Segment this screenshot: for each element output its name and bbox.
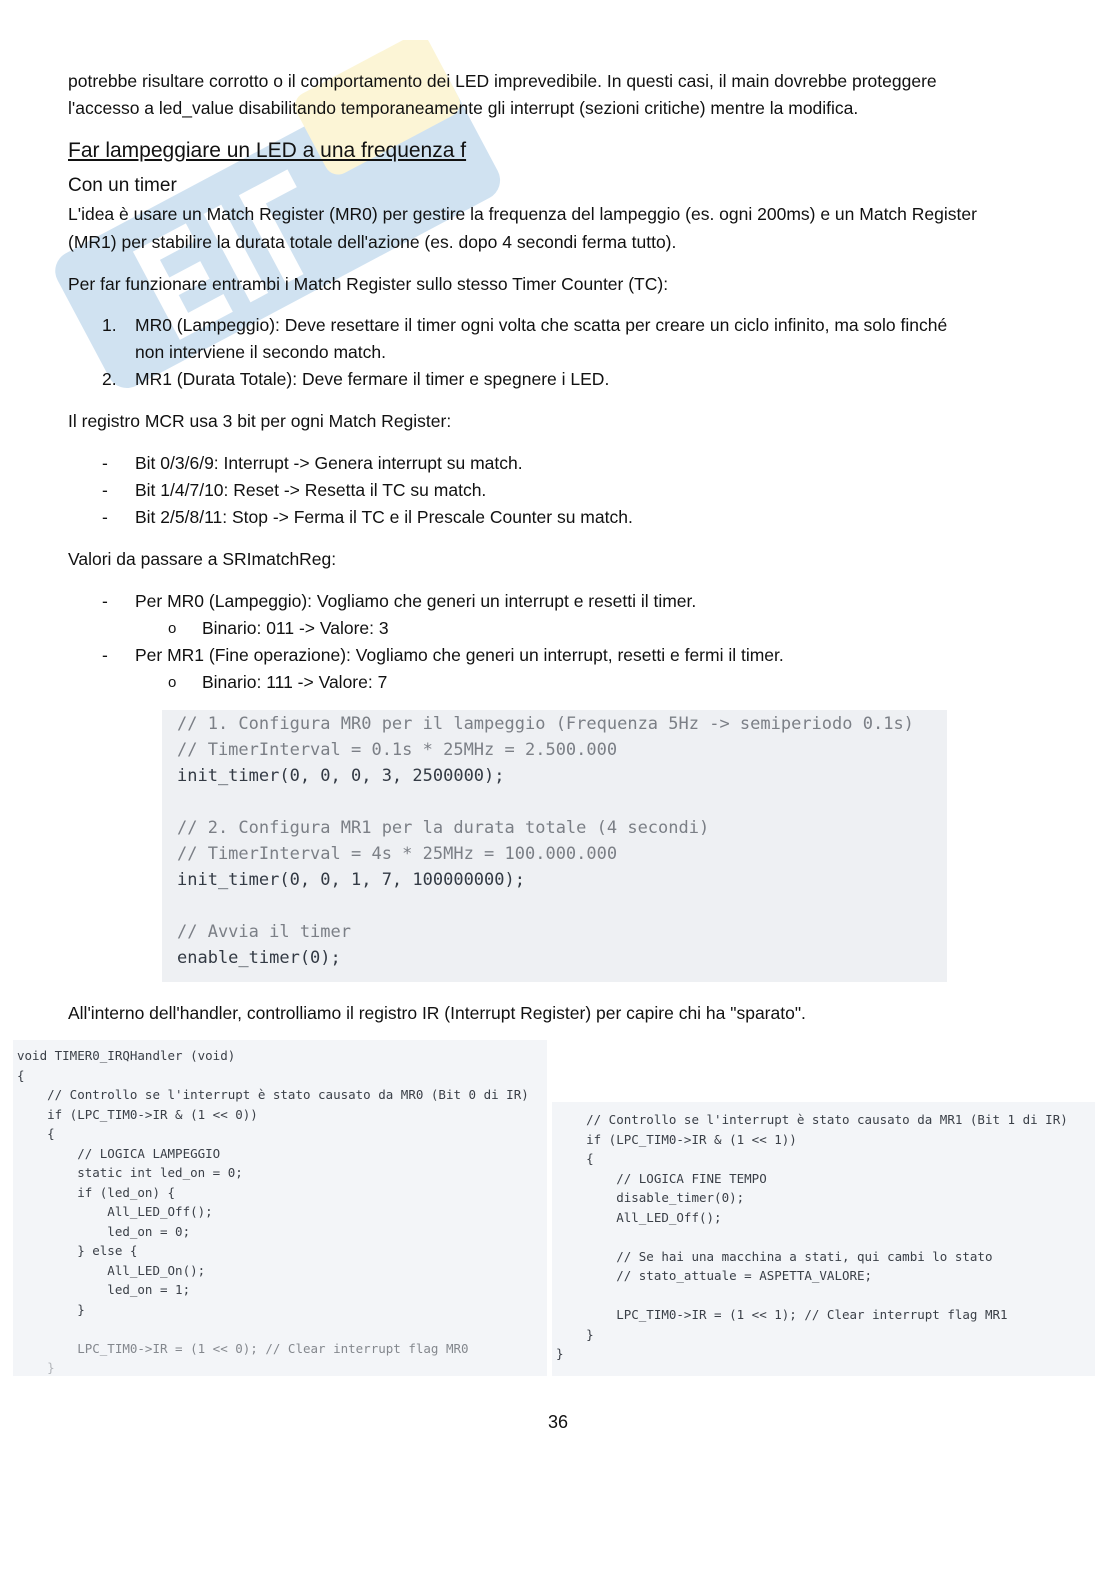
paragraph: Per far funzionare entrambi i Match Register sullo stesso Timer Counter (TC): <box>68 274 669 294</box>
paragraph-line: (MR1) per stabilire la durata totale dell'azione (es. dopo 4 secondi ferma tutto). <box>68 232 677 252</box>
sub-list-item: Binario: 011 -> Valore: 3 <box>202 618 389 638</box>
code-screenshot-left <box>13 1040 547 1376</box>
code-line: init_timer(0, 0, 1, 7, 100000000); <box>177 870 525 890</box>
paragraph: All'interno dell'handler, controlliamo il registro IR (Interrupt Register) per capire chi ha "sparato". <box>68 1003 806 1023</box>
code-line: } <box>17 1301 85 1317</box>
code-comment: // TimerInterval = 0.1s * 25MHz = 2.500.000 <box>177 740 618 760</box>
list-item: Bit 0/3/6/9: Interrupt -> Genera interrupt su match. <box>135 453 523 473</box>
bullet-dash: - <box>102 507 108 527</box>
code-comment: // 2. Configura MR1 per la durata totale (4 secondi) <box>177 818 710 838</box>
code-line: disable_timer(0); <box>556 1190 745 1205</box>
paragraph: Valori da passare a SRImatchReg: <box>68 549 337 569</box>
code-line: enable_timer(0); <box>177 948 341 968</box>
code-line: All_LED_On(); <box>17 1262 206 1278</box>
paragraph: Il registro MCR usa 3 bit per ogni Match Register: <box>68 411 452 431</box>
code-screenshot-right <box>552 1102 1095 1376</box>
bullet-dash: - <box>102 645 108 665</box>
bullet-circle: o <box>168 620 177 637</box>
code-line: All_LED_Off(); <box>556 1209 722 1225</box>
code-comment: // Se hai una macchina a stati, qui cambi lo stato <box>556 1248 993 1264</box>
list-item: Per MR1 (Fine operazione): Vogliamo che generi un interrupt, resetti e fermi il timer. <box>135 645 784 665</box>
bullet-dash: - <box>102 591 108 611</box>
code-line: if (LPC_TIM0->IR & (1 << 0)) <box>17 1106 258 1122</box>
code-line: led_on = 0; <box>17 1223 191 1239</box>
list-number: 2. <box>102 369 117 389</box>
sub-list-item: Binario: 111 -> Valore: 7 <box>202 672 388 692</box>
code-comment: // 1. Configura MR0 per il lampeggio (Frequenza 5Hz -> semiperiodo 0.1s) <box>177 714 914 734</box>
code-line: } <box>556 1326 594 1342</box>
code-line: All_LED_Off(); <box>17 1204 213 1219</box>
code-comment: // LOGICA LAMPEGGIO <box>17 1145 221 1161</box>
code-line: { <box>17 1126 55 1141</box>
code-line: } <box>17 1360 55 1375</box>
code-line: } else { <box>17 1243 138 1258</box>
code-line: if (LPC_TIM0->IR & (1 << 1)) <box>556 1131 797 1147</box>
code-comment: // TimerInterval = 4s * 25MHz = 100.000.000 <box>177 844 618 864</box>
code-line: init_timer(0, 0, 0, 3, 2500000); <box>177 766 505 786</box>
bullet-dash: - <box>102 453 108 473</box>
code-comment: // LOGICA FINE TEMPO <box>556 1170 767 1186</box>
code-comment: // stato_attuale = ASPETTA_VALORE; <box>556 1268 873 1283</box>
code-line: led_on = 1; <box>17 1282 191 1297</box>
code-comment: // Controllo se l'interrupt è stato causato da MR0 (Bit 0 di IR) <box>17 1087 529 1102</box>
code-line: } <box>556 1346 564 1361</box>
bullet-circle: o <box>168 674 177 691</box>
code-line: static int led_on = 0; <box>17 1165 243 1180</box>
code-line: { <box>556 1151 594 1166</box>
list-item: Bit 2/5/8/11: Stop -> Ferma il TC e il Prescale Counter su match. <box>135 507 633 527</box>
paragraph-line: L'idea è usare un Match Register (MR0) per gestire la frequenza del lampeggio (es. ogni 200ms) e un Match Register <box>68 204 977 224</box>
code-line: LPC_TIM0->IR = (1 << 0); // Clear interrupt flag MR0 <box>17 1340 469 1356</box>
code-line: if (led_on) { <box>17 1184 176 1200</box>
code-line: LPC_TIM0->IR = (1 << 1); // Clear interrupt flag MR1 <box>556 1307 1008 1322</box>
code-line: { <box>17 1067 25 1083</box>
list-item: Per MR0 (Lampeggio): Vogliamo che generi un interrupt e resetti il timer. <box>135 591 697 611</box>
bullet-dash: - <box>102 480 108 500</box>
list-item-continuation: non interviene il secondo match. <box>135 342 386 362</box>
code-comment: // Controllo se l'interrupt è stato causato da MR1 (Bit 1 di IR) <box>556 1112 1068 1127</box>
list-number: 1. <box>102 315 117 335</box>
subsection-heading: Con un timer <box>68 175 177 196</box>
page-number: 36 <box>547 1412 569 1432</box>
list-item: MR1 (Durata Totale): Deve fermare il timer e spegnere i LED. <box>135 369 610 389</box>
code-comment: // Avvia il timer <box>177 922 351 942</box>
section-heading: Far lampeggiare un LED a una frequenza f <box>68 139 467 162</box>
list-item: MR0 (Lampeggio): Deve resettare il timer ogni volta che scatta per creare un ciclo infinito, ma solo finché <box>135 315 948 335</box>
list-item: Bit 1/4/7/10: Reset -> Resetta il TC su match. <box>135 480 487 500</box>
code-line: void TIMER0_IRQHandler (void) <box>17 1048 236 1063</box>
intro-line-2: l'accesso a led_value disabilitando temporaneamente gli interrupt (sezioni critiche) mentre la modifica. <box>68 98 859 118</box>
intro-line-1: potrebbe risultare corrotto o il comportamento dei LED imprevedibile. In questi casi, il main dovrebbe proteggere <box>68 71 937 91</box>
code-block <box>162 710 947 982</box>
